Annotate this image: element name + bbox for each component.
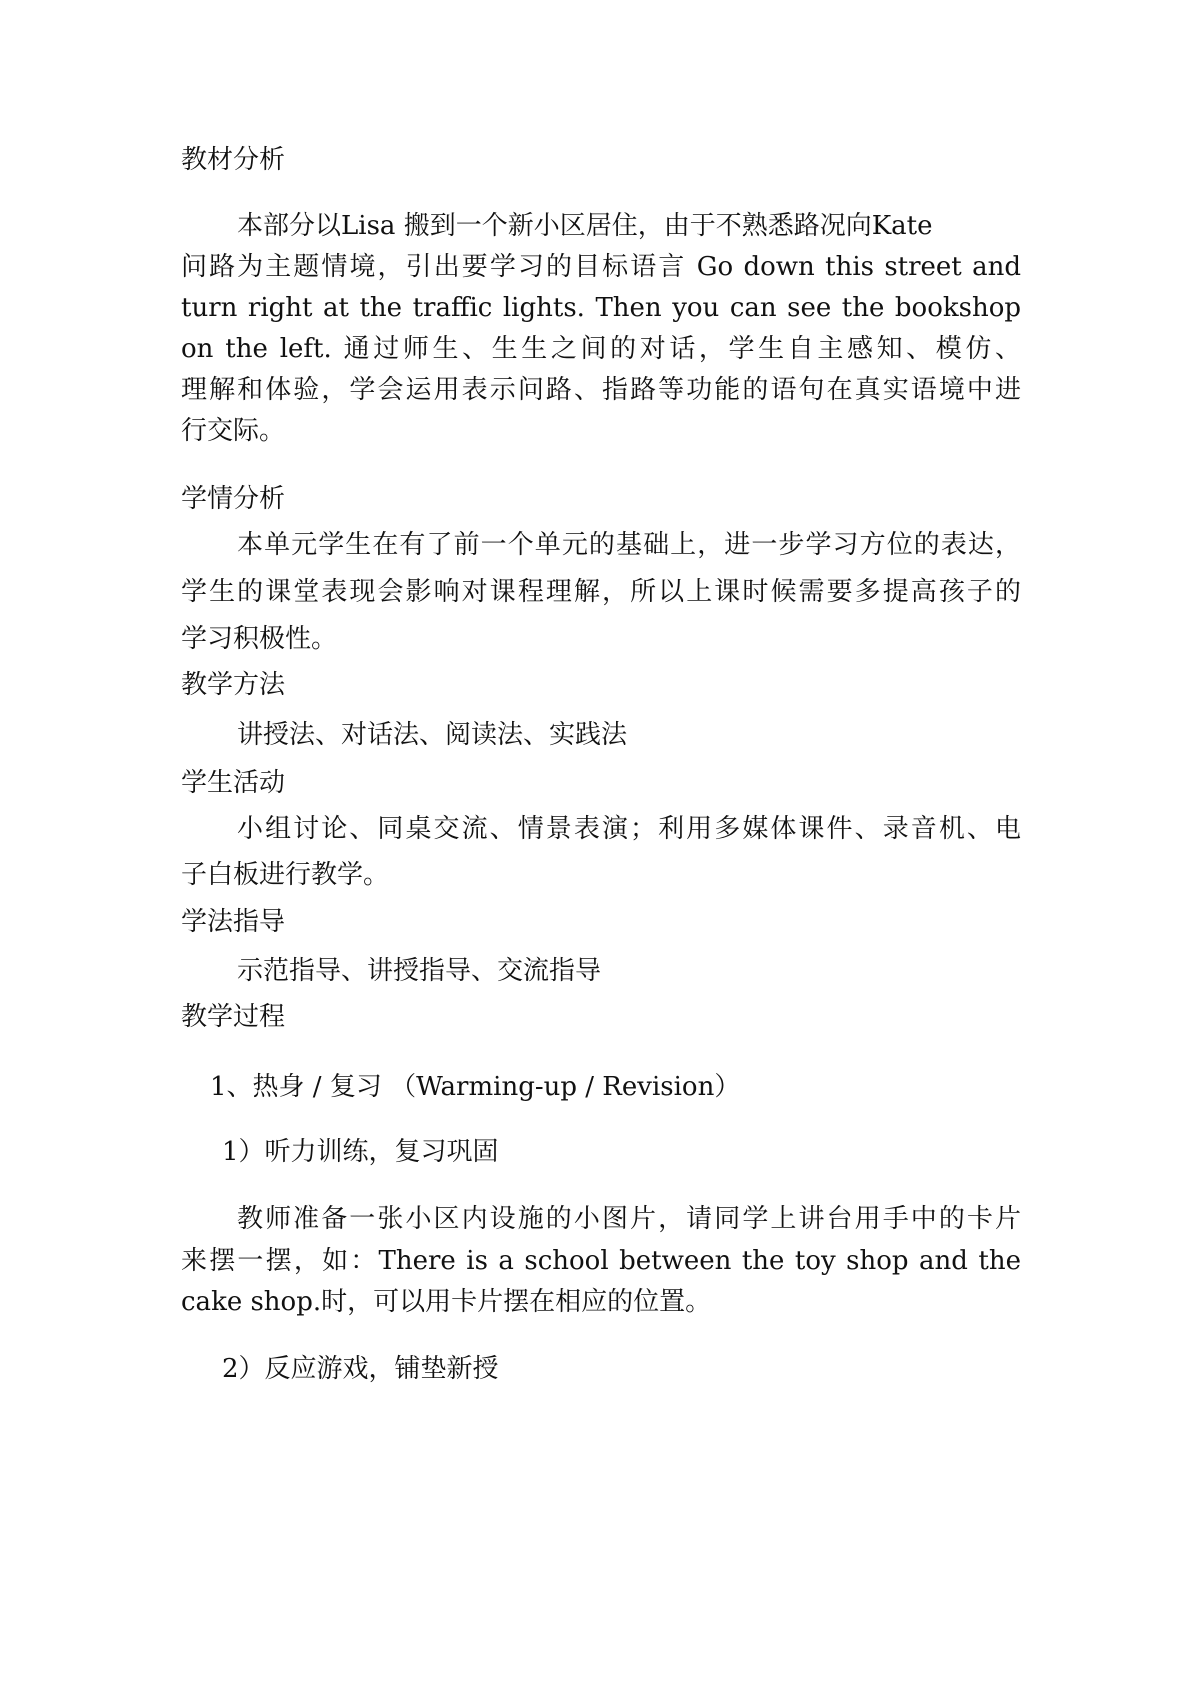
step-1-1-paragraph-line-3: cake shop.时，可以用卡片摆在相应的位置。 xyxy=(181,1287,712,1317)
activities-line-2: 子白板进行教学。 xyxy=(181,860,390,890)
heading-student-analysis: 学情分析 xyxy=(181,484,286,514)
heading-learning-guidance: 学法指导 xyxy=(181,907,286,937)
methods-line: 讲授法、对话法、阅读法、实践法 xyxy=(237,720,628,750)
heading-teaching-process: 教学过程 xyxy=(181,1002,286,1032)
step-1-2-heading: 2）反应游戏，铺垫新授 xyxy=(222,1354,499,1384)
students-paragraph-line-2: 学生的课堂表现会影响对课程理解，所以上课时候需要多提高孩子的 xyxy=(181,577,1021,607)
activities-line-1: 小组讨论、同桌交流、情景表演；利用多媒体课件、录音机、电 xyxy=(237,814,1021,844)
textbook-paragraph-line-4: on the left. 通过师生、生生之间的对话，学生自主感知、模仿、 xyxy=(181,334,1021,364)
guidance-line: 示范指导、讲授指导、交流指导 xyxy=(237,956,602,986)
textbook-paragraph-line-6: 行交际。 xyxy=(181,416,286,446)
textbook-paragraph-line-2: 问路为主题情境，引出要学习的目标语言 Go down this street and xyxy=(181,252,1021,282)
textbook-paragraph-line-3: turn right at the traffic lights. Then you can see the bookshop xyxy=(181,293,1021,323)
heading-textbook-analysis: 教材分析 xyxy=(181,145,286,175)
step-1-1-heading: 1）听力训练，复习巩固 xyxy=(222,1137,499,1167)
students-paragraph-line-3: 学习积极性。 xyxy=(181,624,338,654)
heading-student-activities: 学生活动 xyxy=(181,768,286,798)
step-1-1-paragraph-line-1: 教师准备一张小区内设施的小图片，请同学上讲台用手中的卡片 xyxy=(237,1204,1021,1234)
heading-teaching-methods: 教学方法 xyxy=(181,670,286,700)
step-1-heading: 1、热身 / 复习 （Warming-up / Revision） xyxy=(210,1072,741,1102)
textbook-paragraph-line-5: 理解和体验，学会运用表示问路、指路等功能的语句在真实语境中进 xyxy=(181,375,1021,405)
students-paragraph-line-1: 本单元学生在有了前一个单元的基础上，进一步学习方位的表达， xyxy=(237,530,1021,560)
textbook-paragraph-line-1: 本部分以Lisa 搬到一个新小区居住，由于不熟悉路况向Kate xyxy=(237,211,933,241)
step-1-1-paragraph-line-2: 来摆一摆，如：There is a school between the toy shop and the xyxy=(181,1246,1021,1276)
